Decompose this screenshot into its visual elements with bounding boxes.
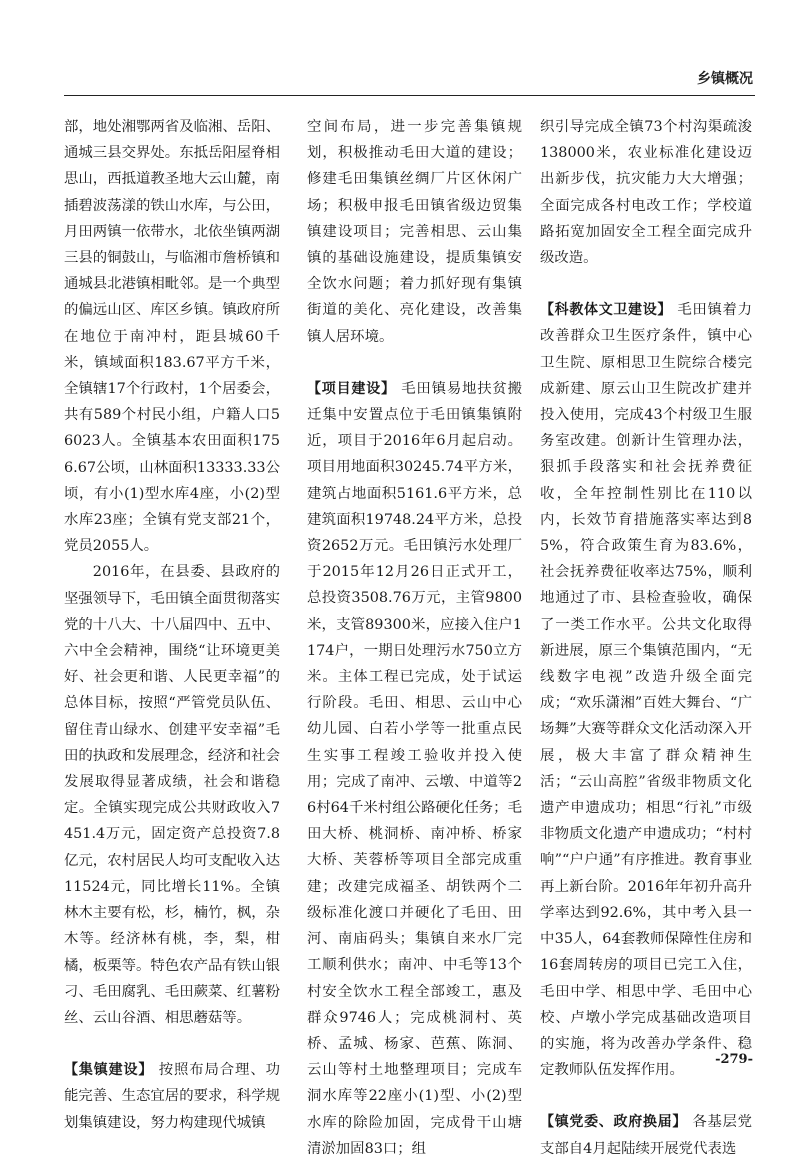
paragraph: 织引导完成全镇73个村沟渠疏浚138000米，农业标准化建设迈出新步伐，抗灾能力大大增强；全面完成各村电改工作；学校道路拓宽加固安全工程全面完成升级改造。 <box>540 119 752 267</box>
header-divider <box>64 95 755 96</box>
section-text: 各基层党支部自4月起陆续开展党代表选 <box>540 1114 752 1157</box>
section-science-education-culture-health <box>540 297 752 1083</box>
text-column-2 <box>307 114 522 1162</box>
section-text: 毛田镇易地扶贫搬迁集中安置点位于毛田镇集镇附近，项目于2016年6月起启动。项目用地面积30245.74平方米，建筑占地面积5161.6平方米，总建筑面积19748.24平方米，总投资2652万元。毛田镇污水处理厂于2015年12月26日正式开工，总投资3508.76万元，主管9800米，支管89300米，应接入住户1174户，一期日处理污水750立方米。主体工程已完成，处于试运行阶段。毛田、相思、云山中心幼儿园、白若小学等一批重点民生实事工程竣工验收并投入使用；完成了南冲、云墩、中道等26村64千米村组公路硬化任务；毛田大桥、桃洞桥、南冲桥、桥家大桥、芙蓉桥等项目全部完成重建；改建完成福圣、胡铁两个二级标准化渡口并硬化了毛田、田河、南庙码头；集镇自来水厂完工顺利供水；南冲、中毛等13个村安全饮水工程全部竣工，惠及群众9746人；完成桃洞村、英桥、孟城、杨家、芭蕉、陈洞、云山等村土地整理项目；完成车洞水库等22座小(1)型、小(2)型水库的除险加固，完成骨干山塘清淤加固83口；组 <box>307 380 523 1157</box>
page-number: -279- <box>715 1052 753 1067</box>
section-text: 毛田镇着力改善群众卫生医疗条件，镇中心卫生院、原相思卫生院综合楼完成新建、原云山卫生院改扩建并投入使用，完成43个村级卫生服务室改建。创新计生管理办法，狠抓手段落实和社会抚养费征收，全年控制性别比在110以内，长效节育措施落实率达到85%，符合政策生育为83.6%，社会抚养费征收率达75%，顺利地通过了市、县检查验收，确保了一类工作水平。公共文化取得新进展，原三个集镇范围内，“无线数字电视”改造升级全面完成；“欢乐潇湘”百姓大舞台、“广场舞”大赛等群众文化活动深入开展，极大丰富了群众精神生活；“云山高腔”省级非物质文化遗产申遗成功；相思“行礼”市级非物质文化遗产申遗成功；“村村响”“户户通”有序推进。教育事业再上新台阶。2016年年初升高升学率达到92.6%，其中考入县一中35人，64套教师保障性住房和16套周转房的项目已完工入住，毛田中学、相思中学、毛田中心校、卢墩小学完成基础改造项目的实施，将为改善办学条件、稳定教师队伍发挥作用。 <box>540 302 752 1079</box>
section-project-construction <box>307 376 522 1162</box>
section-heading: 【镇党委、政府换届】 <box>540 1114 688 1131</box>
section-title: 乡镇概况 <box>697 71 753 87</box>
section-text: 按照布局合理、功能完善、生态宜居的要求，科学规划集镇建设，努力构建现代城镇 <box>64 1062 280 1131</box>
section-heading: 【集镇建设】 <box>64 1062 154 1079</box>
text-column-1 <box>64 114 280 1136</box>
section-heading: 【科教体文卫建设】 <box>540 302 673 319</box>
section-town-construction <box>64 1057 280 1136</box>
paragraph: 部，地处湘鄂两省及临湘、岳阳、通城三县交界处。东抵岳阳屋脊相思山，西抵道教圣地大云山麓，南插碧波荡漾的铁山水库，与公田，月田两镇一依带水，北依坐镇两湖三县的铜鼓山，与临湘市詹桥镇和通城县北港镇相毗邻。是一个典型的偏远山区、库区乡镇。镇政府所在地位于南冲村，距县城60千米，镇域面积183.67平方千米，全镇辖17个行政村，1个居委会，共有589个村民小组，户籍人口56023人。全镇基本农田面积1756.67公顷，山林面积13333.33公顷，有小(1)型水库4座，小(2)型水库23座；全镇有党支部21个，党员2055人。 <box>64 119 280 555</box>
section-party-government-election <box>540 1109 752 1161</box>
text-column-3 <box>540 114 752 1162</box>
paragraph: 空间布局，进一步完善集镇规划，积极推动毛田大道的建设；修建毛田集镇丝绸厂片区休闲广场；积极申报毛田镇省级边贸集镇建设项目；完善相思、云山集镇的基础设施建设，提质集镇安全饮水问题；着力抓好现有集镇街道的美化、亮化建设，改善集镇人居环境。 <box>307 119 522 345</box>
section-heading: 【项目建设】 <box>307 380 396 397</box>
paragraph: 2016年，在县委、县政府的坚强领导下，毛田镇全面贯彻落实党的十八大、十八届四中、五中、六中全会精神，围绕“让环境更美好、社会更和谐、人民更幸福”的总体目标，按照“严管党员队伍、留住青山绿水、创建平安幸福”毛田的执政和发展理念，经济和社会发展取得显著成绩，社会和谐稳定。全镇实现完成公共财政收入7451.4万元，固定资产总投资7.8亿元，农村居民人均可支配收入达11524元，同比增长11%。全镇林木主要有松，杉，楠竹，枫，杂木等。经济林有桃，李，梨，柑橘，板栗等。特色农产品有铁山银刁、毛田腐乳、毛田蕨菜、红薯粉丝、云山谷酒、相思蘑菇等。 <box>64 564 280 1026</box>
